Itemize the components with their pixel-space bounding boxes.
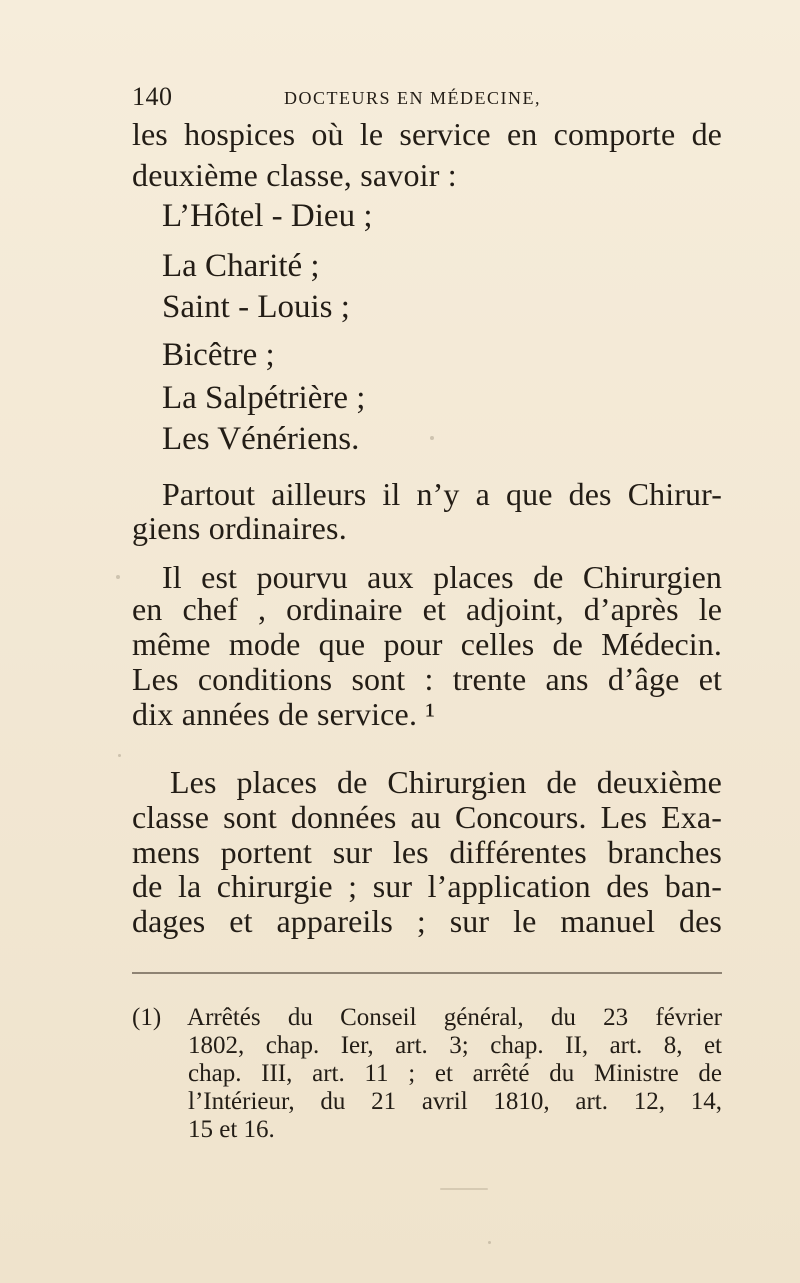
text-line: giens ordinaires. xyxy=(132,510,347,546)
text-line: dages et appareils ; sur le manuel des xyxy=(132,903,722,939)
text-line: Il est pourvu aux places de Chirurgien xyxy=(162,559,722,595)
page-header xyxy=(132,82,722,112)
text-line: Les conditions sont : trente ans d’âge et xyxy=(132,661,722,697)
paper-speck xyxy=(430,436,434,440)
list-item-saint-louis: Saint - Louis ; xyxy=(162,289,350,325)
text-line: deuxième classe, savoir : xyxy=(132,157,457,193)
footnote-line: (1) Arrêtés du Conseil général, du 23 février xyxy=(132,1004,722,1031)
text-line: les hospices où le service en comporte de xyxy=(132,116,722,152)
list-item-salpetriere: La Salpétrière ; xyxy=(162,380,366,416)
footnote-line: chap. III, art. 11 ; et arrêté du Ministre de xyxy=(188,1060,722,1087)
text-line: dix années de service. ¹ xyxy=(132,696,436,732)
list-item-bicetre: Bicêtre ; xyxy=(162,337,275,373)
text-line: mens portent sur les différentes branches xyxy=(132,834,722,870)
list-item-charite: La Charité ; xyxy=(162,248,320,284)
footnote-divider xyxy=(132,972,722,974)
text-line: même mode que pour celles de Médecin. xyxy=(132,626,722,662)
text-line: Partout ailleurs il n’y a que des Chirur- xyxy=(162,476,722,512)
footnote-line: 15 et 16. xyxy=(188,1116,275,1143)
text-line: classe sont données au Concours. Les Exa- xyxy=(132,799,722,835)
paper-mark xyxy=(440,1188,488,1190)
page-number: 140 xyxy=(132,82,173,111)
footnote-line: 1802, chap. Ier, art. 3; chap. II, art. 8, et xyxy=(188,1032,722,1059)
footnote-line: l’Intérieur, du 21 avril 1810, art. 12, 14, xyxy=(188,1088,722,1115)
list-item-hotel-dieu: L’Hôtel - Dieu ; xyxy=(162,198,373,234)
paper-speck xyxy=(118,754,121,757)
text-line: Les places de Chirurgien de deuxième xyxy=(170,764,722,800)
list-item-veneriens: Les Vénériens. xyxy=(162,421,360,457)
text-line: de la chirurgie ; sur l’application des ban- xyxy=(132,868,722,904)
text-line: en chef , ordinaire et adjoint, d’après le xyxy=(132,591,722,627)
paper-speck xyxy=(116,575,120,579)
paper-speck xyxy=(488,1241,491,1244)
running-head: DOCTEURS EN MÉDECINE, xyxy=(284,88,541,108)
